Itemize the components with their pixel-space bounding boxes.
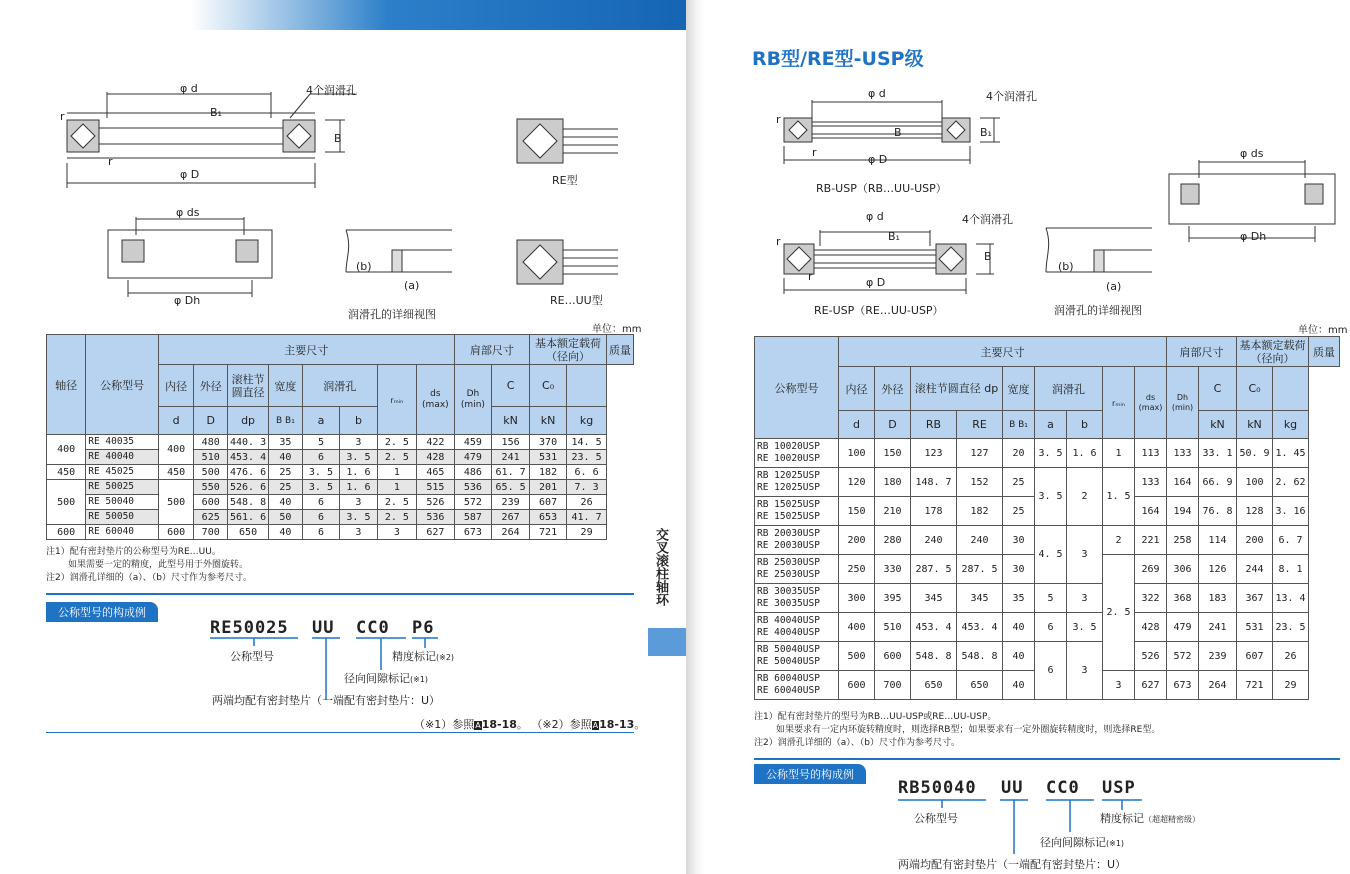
left-spec-table [46,334,634,540]
table-row: RB 20030USP RE 20030USP 200 280 240 240 30 4. 5 3 2 221 258 114 200 6. 7 [755,526,1340,555]
right-notes [754,711,1160,750]
detail-b-label: (b) [356,260,372,273]
re-type-caption: RE型 [552,174,578,187]
phi-Dh-label: φ Dh [174,294,201,307]
table-row: RE 50050 625 561. 6 50 6 3. 5 2. 5 536 587 267 653 41. 7 [47,510,634,525]
right-note-2: 注2）润滑孔详细的（a）、（b）尺寸作为参考尺寸。 [754,738,960,748]
re-lube-label: 4个润滑孔 [962,213,1013,226]
right-label-seal: 两端均配有密封垫片（一端配有密封垫片：U） [898,858,1127,871]
right-note-1b: 如果要求有一定内环旋转精度时，则选择RB型；如果要求有一定外圈旋转精度时，则选择RE型。 [776,725,1161,735]
th-rmin: rₘᵢₙ [390,396,404,405]
note-2: 注2）润滑孔详细的（a）、（b）尺寸作为参考尺寸。 [46,573,252,583]
th-outer: 外径 [194,365,228,407]
re-uu-type-figure [515,238,620,288]
label-precision: 精度标记(※2) [392,650,455,663]
table-row: RB 25030USP RE 25030USP 250 330 287. 5 287. 5 30 2. 5 269 306 126 244 8. 1 [755,555,1340,584]
mounting-figure [100,205,280,305]
label-model: 公称型号 [230,650,274,663]
re-r-label-2: r [808,270,813,283]
code-model: RE50025 [210,618,289,638]
label-clearance: 径向间隙标记(※1) [344,672,429,685]
rth-b: b [1067,411,1103,439]
th-BB1: B B₁ [269,407,303,435]
re-usp-caption: RE-USP（RE…UU-USP） [814,304,944,317]
right-detail-a: (a) [1106,280,1122,293]
table-row: RB 10020USP RE 10020USP 100 150 123 127 20 3. 5 1. 6 1 113 133 33. 1 50. 9 1. 45 [755,439,1340,468]
rth-kN2: kN [1237,411,1273,439]
right-section-tag: 公称型号的构成例 [754,764,866,784]
table-row: 450 RE 45025 450 500 476. 6 25 3. 5 1. 6 1 465 486 61. 7 182 6. 6 [47,465,634,480]
right-code-precision: USP [1102,778,1136,798]
table-row: RB 12025USP RE 12025USP 120 180 148. 7 152 25 3. 5 2 1. 5 133 164 66. 9 100 2. 62 [755,468,1340,497]
note-1b: 如果需要一定的精度，此型号用于外圈旋转。 [68,560,249,570]
right-spec-table [754,336,1340,700]
right-section-divider [754,758,1340,760]
rth-re: RE [957,411,1003,439]
table-row: RB 15025USP RE 15025USP 150 210 178 182 25 164 194 76. 8 128 3. 16 [755,497,1340,526]
rth-a: a [1035,411,1067,439]
re-r-label: r [776,235,781,248]
code-uu: UU [312,618,335,638]
rth-ds: ds (max) [1135,367,1167,439]
table-row: 600 RE 60040 600 700 650 40 6 3 3 627 673 264 721 29 [47,525,634,540]
table-row: RB 60040USP RE 60040USP 600 700 650 650 40 3 627 673 264 721 29 [755,671,1340,700]
re-uu-type-caption: RE…UU型 [550,294,603,307]
rth-C: C [1199,367,1237,411]
th-lube: 润滑孔 [302,365,377,407]
unit-label: 单位：mm [592,324,642,335]
th-C: C [492,365,530,407]
rb-phi-D-label: φ D [868,153,888,166]
lube-hole-label: 4个润滑孔 [306,84,357,97]
table-row: RE 50040 600 548. 8 40 6 3 2. 5 526 572 239 607 26 [47,495,634,510]
th-main-dims: 主要尺寸 [158,335,454,365]
right-label-precision: 精度标记（超超精密级） [1100,812,1200,825]
rth-outer: 外径 [875,367,911,411]
rth-kg: kg [1273,411,1309,439]
rth-D: D [875,411,911,439]
rb-phi-d-label: φ d [868,87,886,100]
th-roller: 滚柱节圆直径 [228,365,269,407]
th-D: D [194,407,228,435]
rth-shoulder: 肩部尺寸 [1167,337,1237,367]
b1-label: B₁ [210,106,222,119]
section-divider [46,593,634,595]
re-type-figure [515,115,620,167]
rth-rb: RB [911,411,957,439]
rb-r-label: r [776,113,781,126]
table-row: 400 RE 40035 400 480 440. 3 35 5 3 2. 5 422 459 156 370 14. 5 [47,435,634,450]
right-phi-ds-label: φ ds [1240,147,1264,160]
th-inner: 内径 [158,365,193,407]
th-d: d [158,407,193,435]
label-seal: 两端均配有密封垫片（一端配有密封垫片：U） [212,694,441,707]
right-detail-caption: 润滑孔的详细视图 [1054,304,1142,317]
right-phi-Dh-label: φ Dh [1240,230,1267,243]
table-row: RB 30035USP RE 30035USP 300 395 345 345 35 5 3 322 368 183 367 13. 4 [755,584,1340,613]
table-row: RE 40040 510 453. 4 40 6 3. 5 2. 5 428 479 241 531 23. 5 [47,450,634,465]
th-kg: kg [567,407,607,435]
code-precision: P6 [412,618,435,638]
rb-usp-caption: RB-USP（RB…UU-USP） [816,182,947,195]
th-width: 宽度 [269,365,303,407]
th-ds: ds (max) [417,365,455,435]
re-b-label: B [984,250,992,263]
side-tab [648,628,686,656]
bottom-divider [46,732,634,733]
th-a: a [302,407,339,435]
rth-width: 宽度 [1003,367,1035,411]
right-code-model: RB50040 [898,778,977,798]
phi-D-label: φ D [180,168,200,181]
re-phi-d-label: φ d [866,210,884,223]
r-label-2: r [108,155,113,168]
th-mass: 质量 [607,335,634,365]
rth-kN: kN [1199,411,1237,439]
th-shoulder: 肩部尺寸 [454,335,529,365]
right-note-1: 注1）配有密封垫片的型号为RB…UU-USP或RE…UU-USP。 [754,712,997,722]
th-dh: Dh (min) [454,365,491,435]
th-dp: dp [228,407,269,435]
detail-caption: 润滑孔的详细视图 [348,308,436,321]
rb-b-label: B [894,126,902,139]
rth-lube: 润滑孔 [1035,367,1103,411]
rth-rmin: rₘᵢₙ [1112,399,1125,408]
left-notes [46,546,252,585]
lube-detail-figure [344,228,454,288]
right-code-uu: UU [1001,778,1024,798]
rth-inner: 内径 [839,367,875,411]
rth-BB1: B B₁ [1003,411,1035,439]
detail-a-label: (a) [404,279,420,292]
rth-main-dims: 主要尺寸 [839,337,1167,367]
table-row: 500 RE 50025 500 550 526. 6 25 3. 5 1. 6 1 515 536 65. 5 201 7. 3 [47,480,634,495]
book-gutter [686,0,704,874]
th-b: b [340,407,377,435]
rth-roller: 滚柱节圆直径 dp [911,367,1003,411]
th-load: 基本额定载荷（径向） [530,335,607,365]
b-label: B [334,132,342,145]
right-label-model: 公称型号 [914,812,958,825]
table-row: RB 50040USP RE 50040USP 500 600 548. 8 548. 8 40 6 3 526 572 239 607 26 [755,642,1340,671]
phi-d-label: φ d [180,82,198,95]
rb-r-label-2: r [812,146,817,159]
th-shaft: 轴径 [47,335,86,435]
right-detail-b: (b) [1058,260,1074,273]
th-C0: C₀ [530,365,567,407]
re-b1-label: B₁ [888,230,900,243]
right-code-cc: CC0 [1046,778,1080,798]
rth-dh: Dh (min) [1167,367,1199,439]
rb-b1-label: B₁ [980,126,992,139]
rth-model: 公称型号 [755,337,839,439]
right-lube-detail-figure [1044,226,1154,286]
right-label-clearance: 径向间隙标记(※1) [1040,836,1125,849]
th-model: 公称型号 [86,335,159,435]
code-cc: CC0 [356,618,390,638]
r-label: r [60,110,65,123]
reference-line: （※1）参照A18-18。 （※2）参照A18-13。 [414,718,646,731]
right-unit-label: 单位：mm [1298,325,1348,336]
page-title: RB型/RE型-USP级 [752,48,924,70]
rth-d: d [839,411,875,439]
phi-ds-label: φ ds [176,206,200,219]
rth-mass: 质量 [1309,337,1340,367]
th-kN: kN [492,407,530,435]
table-row: RB 40040USP RE 40040USP 400 510 453. 4 453. 4 40 6 3. 5 428 479 241 531 23. 5 [755,613,1340,642]
section-tag: 公称型号的构成例 [46,602,158,622]
rth-C0: C₀ [1237,367,1273,411]
re-phi-D-label: φ D [866,276,886,289]
side-title: 交叉滚柱轴环 [653,528,668,606]
rb-lube-label: 4个润滑孔 [986,90,1037,103]
note-1: 注1）配有密封垫片的公称型号为RE…UU。 [46,547,221,557]
header-bar [190,0,686,30]
rth-load: 基本额定载荷（径向） [1237,337,1309,367]
th-kN2: kN [530,407,567,435]
